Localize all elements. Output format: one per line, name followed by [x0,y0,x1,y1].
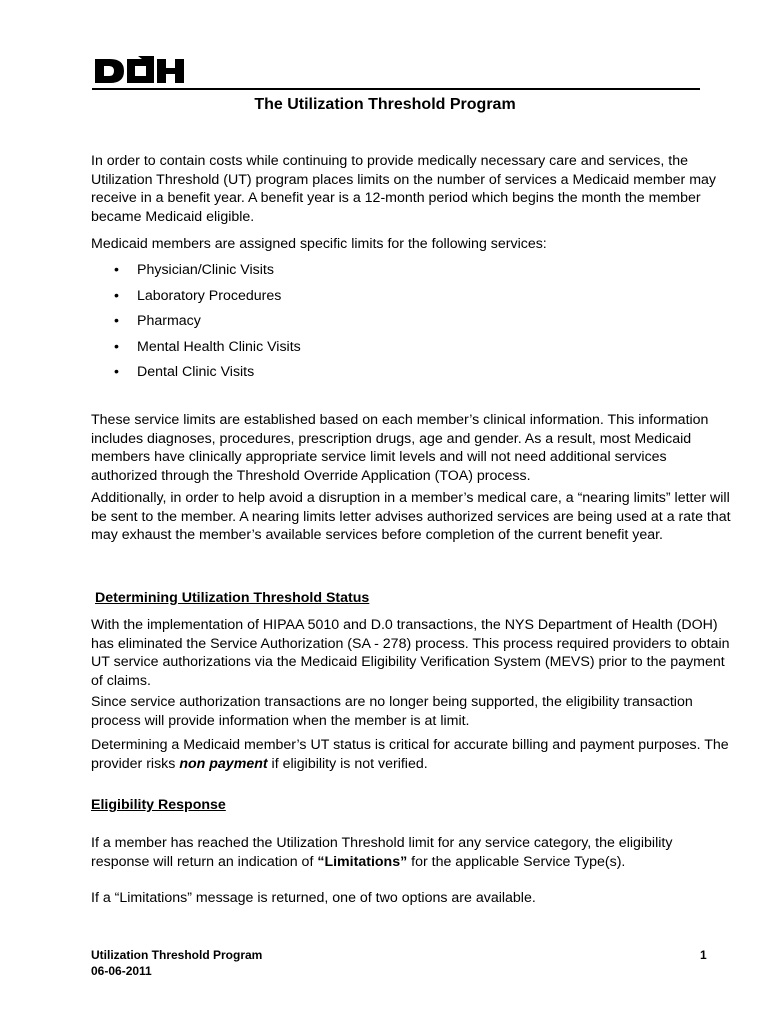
list-item: • Pharmacy [114,313,201,329]
services-list [91,260,301,388]
doh-logo [94,56,186,86]
footer-page-number: 1 [700,948,707,962]
bullet-icon: • [114,364,119,380]
bullet-icon: • [114,338,119,355]
intro-paragraph-2: Medicaid members are assigned specific limits for the following services: [91,236,547,252]
status-paragraph-3: Determining a Medicaid member’s UT status is critical for accurate billing and payment purposes. The provider risks non payment if eligibility is not verified. [91,737,729,772]
bullet-icon: • [114,313,119,329]
status-paragraph-2: Since service authorization transactions are no longer being supported, the eligibility transaction process will provide information when the member is at limit. [91,694,693,729]
emphasis-text: “Limitations” [317,853,408,870]
emphasis-text: non payment [179,755,268,772]
service-limits-paragraph: These service limits are established based on each member’s clinical information. This information includes diagnoses, procedures, prescription drugs, age and gender. As a result, most Medicaid members have clinically appropriate service limit levels and will not need additional services authorized through the Threshold Override Application (TOA) process. [91,412,709,484]
eligibility-paragraph-1: If a member has reached the Utilization Threshold limit for any service category, the eligibility response will return an indication of “Limitations” for the applicable Service Type(s). [91,835,673,870]
eligibility-section-heading: Eligibility Response [91,797,226,813]
status-paragraph-1: With the implementation of HIPAA 5010 and D.0 transactions, the NYS Department of Health (DOH) has eliminated the Service Authorization (SA - 278) process. This process required providers to obtain UT service authorizations via the Medicaid Eligibility Verification System (MEVS) prior to the payment of claims. [91,617,730,689]
eligibility-paragraph-2: If a “Limitations” message is returned, one of two options are available. [91,890,536,906]
header-rule [92,88,700,90]
bullet-icon: • [114,287,119,304]
bullet-icon: • [114,262,119,278]
list-item: • Mental Health Clinic Visits [114,338,301,355]
footer-date: 06-06-2011 [91,964,152,978]
footer-doc-title: Utilization Threshold Program [91,948,263,962]
list-item: • Dental Clinic Visits [114,364,255,380]
status-section-heading: Determining Utilization Threshold Status [95,590,370,606]
nearing-limits-paragraph: Additionally, in order to help avoid a disruption in a member’s medical care, a “nearing limits” letter will be sent to the member. A nearing limits letter advises authorized services are being used at a rate that may exhaust the member’s available services before completion of the current benefit year. [91,490,731,543]
page-title: The Utilization Threshold Program [254,96,516,113]
list-item: • Physician/Clinic Visits [114,262,274,278]
list-item: • Laboratory Procedures [114,287,282,304]
intro-paragraph-1: In order to contain costs while continuing to provide medically necessary care and services, the Utilization Threshold (UT) program places limits on the number of services a Medicaid member may receive in a benefit year. A benefit year is a 12-month period which begins the month the member became Medicaid eligible. [91,153,717,225]
